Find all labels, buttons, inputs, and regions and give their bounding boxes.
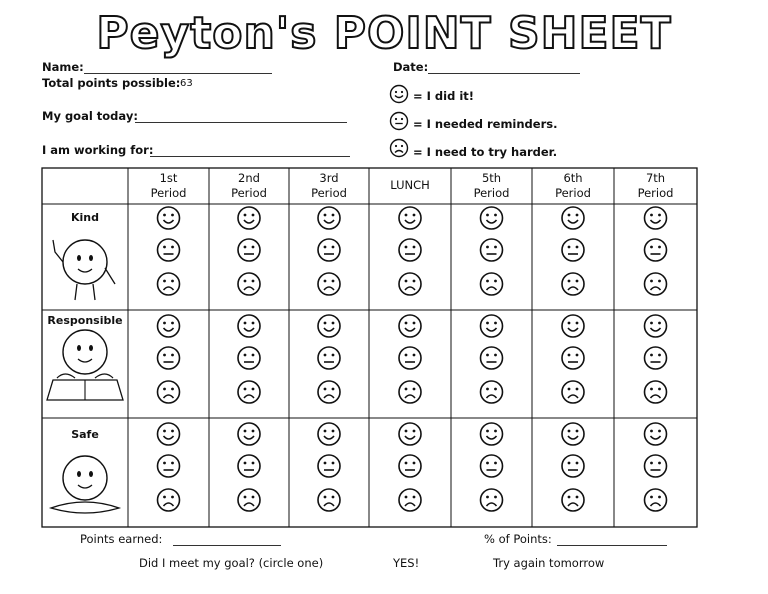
smile-icon[interactable] (399, 315, 421, 337)
neutral-icon[interactable] (158, 455, 180, 477)
smile-icon[interactable] (318, 207, 340, 229)
smile-icon[interactable] (399, 207, 421, 229)
neutral-icon[interactable] (399, 455, 421, 477)
points-earned-line[interactable] (173, 545, 281, 546)
neutral-icon[interactable] (562, 239, 584, 261)
neutral-icon[interactable] (645, 239, 667, 261)
column-header-line1: 6th (563, 171, 583, 185)
neutral-icon[interactable] (158, 239, 180, 261)
smile-icon[interactable] (158, 315, 180, 337)
frown-icon[interactable] (238, 489, 260, 511)
row-label-kind: Kind (71, 211, 99, 224)
column-header-line1: LUNCH (390, 178, 430, 192)
smile-icon[interactable] (158, 423, 180, 445)
neutral-icon[interactable] (481, 347, 503, 369)
working-for-label: I am working for: (42, 143, 154, 157)
smile-icon[interactable] (481, 207, 503, 229)
smile-icon[interactable] (318, 423, 340, 445)
smile-icon[interactable] (481, 423, 503, 445)
column-header-line2: Period (555, 186, 591, 200)
neutral-icon[interactable] (238, 239, 260, 261)
column-header-line2: Period (231, 186, 267, 200)
column-header-line1: 5th (481, 171, 502, 185)
frown-icon[interactable] (399, 273, 421, 295)
neutral-icon[interactable] (399, 347, 421, 369)
smile-icon[interactable] (562, 207, 584, 229)
frown-icon[interactable] (158, 273, 180, 295)
smile-icon[interactable] (238, 423, 260, 445)
column-header (128, 171, 209, 201)
legend-text-reminders: = I needed reminders. (413, 117, 558, 131)
frown-icon[interactable] (318, 273, 340, 295)
percent-points-line[interactable] (557, 545, 667, 546)
frown-icon[interactable] (645, 489, 667, 511)
goal-label: My goal today: (42, 109, 138, 123)
smile-icon[interactable] (399, 423, 421, 445)
column-header-line1: 2nd (238, 171, 260, 185)
frown-icon[interactable] (481, 381, 503, 403)
frown-icon[interactable] (562, 381, 584, 403)
frown-icon[interactable] (318, 489, 340, 511)
frown-icon[interactable] (645, 273, 667, 295)
frown-icon[interactable] (399, 381, 421, 403)
frown-icon[interactable] (645, 381, 667, 403)
smile-icon[interactable] (481, 315, 503, 337)
column-header (289, 171, 369, 201)
neutral-icon[interactable] (318, 347, 340, 369)
neutral-icon[interactable] (562, 455, 584, 477)
column-header (209, 171, 289, 201)
neutral-icon[interactable] (645, 347, 667, 369)
frown-icon[interactable] (562, 273, 584, 295)
points-earned-label: Points earned: (80, 532, 163, 546)
smile-icon[interactable] (158, 207, 180, 229)
page-title-text: Peyton's POINT SHEET (96, 8, 672, 59)
date-label: Date: (393, 60, 429, 74)
smile-icon[interactable] (645, 315, 667, 337)
frown-icon[interactable] (481, 489, 503, 511)
try-again-option[interactable]: Try again tomorrow (493, 556, 605, 570)
column-header-line2: Period (473, 186, 510, 200)
frown-icon[interactable] (158, 489, 180, 511)
column-header (369, 178, 451, 193)
column-header-line1: 7th (645, 171, 666, 185)
column-header-line2: Period (311, 186, 347, 200)
column-header (614, 171, 697, 201)
column-header-line1: 1st (159, 171, 178, 185)
neutral-icon[interactable] (562, 347, 584, 369)
waving-character-icon (53, 240, 115, 300)
frown-icon[interactable] (238, 381, 260, 403)
total-points-label: Total points possible: (42, 76, 181, 90)
legend-text-did-it: = I did it! (413, 89, 475, 103)
reading-character-icon (47, 330, 123, 400)
neutral-icon[interactable] (481, 455, 503, 477)
frown-icon[interactable] (158, 381, 180, 403)
neutral-icon[interactable] (318, 239, 340, 261)
neutral-icon[interactable] (481, 239, 503, 261)
neutral-icon[interactable] (645, 455, 667, 477)
legend-text-try-harder: = I need to try harder. (413, 145, 558, 159)
neutral-icon[interactable] (238, 347, 260, 369)
frown-icon[interactable] (562, 489, 584, 511)
goal-question: Did I meet my goal? (circle one) (139, 556, 324, 570)
total-points-value: 63 (180, 78, 193, 89)
yes-option[interactable]: YES! (393, 556, 420, 570)
column-header-line2: Period (150, 186, 187, 200)
neutral-icon[interactable] (318, 455, 340, 477)
frown-icon[interactable] (318, 381, 340, 403)
smile-icon[interactable] (562, 315, 584, 337)
smile-icon[interactable] (562, 423, 584, 445)
neutral-icon[interactable] (238, 455, 260, 477)
smile-icon[interactable] (645, 207, 667, 229)
column-header (532, 171, 614, 201)
smile-icon[interactable] (645, 423, 667, 445)
percent-points-label: % of Points: (484, 532, 552, 546)
neutral-icon[interactable] (158, 347, 180, 369)
column-header-line1: 3rd (319, 171, 339, 185)
frown-icon[interactable] (399, 489, 421, 511)
column-header (451, 171, 532, 201)
sitting-character-icon (51, 456, 119, 513)
row-label-responsible: Responsible (47, 314, 123, 327)
smile-icon[interactable] (238, 207, 260, 229)
smile-icon[interactable] (318, 315, 340, 337)
smile-icon[interactable] (238, 315, 260, 337)
column-header-line2: Period (637, 186, 674, 200)
frown-icon[interactable] (481, 273, 503, 295)
neutral-icon[interactable] (399, 239, 421, 261)
name-label: Name: (42, 60, 84, 74)
frown-icon[interactable] (238, 273, 260, 295)
row-label-safe: Safe (71, 428, 99, 441)
